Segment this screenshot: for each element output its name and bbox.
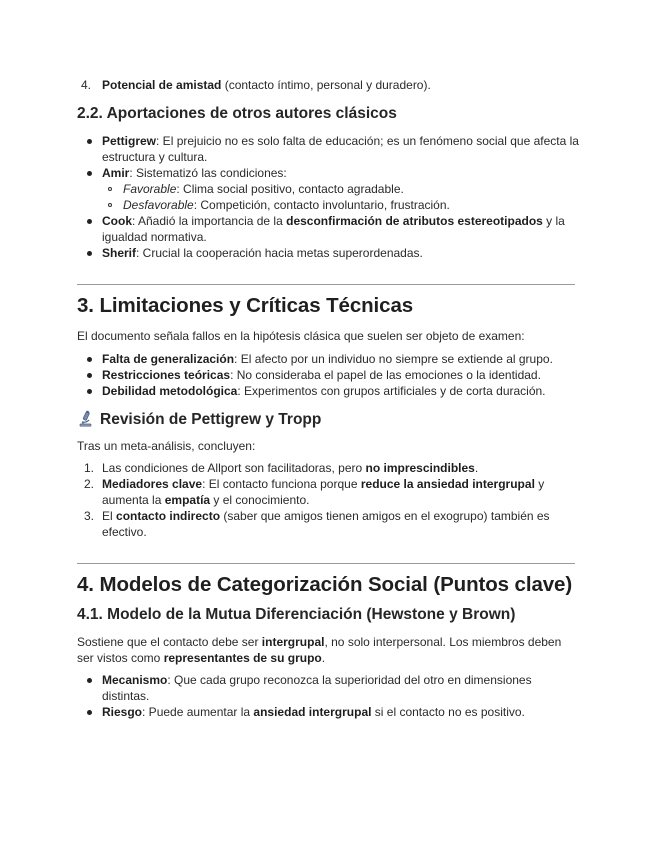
subsection-heading: Revisión de Pettigrew y Tropp bbox=[100, 411, 322, 428]
list-item: Riesgo: Puede aumentar la ansiedad intergrupal si el contacto no es positivo. bbox=[102, 705, 525, 719]
section-heading-3: 3. Limitaciones y Críticas Técnicas bbox=[77, 294, 414, 317]
subsection-intro: Tras un meta-análisis, concluyen: bbox=[77, 439, 256, 453]
list-number: 2. bbox=[84, 477, 95, 491]
list-item: El contacto indirecto (saber que amigos tienen amigos en el exogrupo) también es efectivo. bbox=[102, 509, 550, 539]
list-item: Potencial de amistad (contacto íntimo, personal y duradero). bbox=[102, 78, 431, 92]
list-item: Amir: Sistematizó las condiciones: bbox=[102, 166, 287, 180]
section-heading-2-2: 2.2. Aportaciones de otros autores clásicos bbox=[77, 105, 397, 122]
list-item: Cook: Añadió la importancia de la desconfirmación de atributos estereotipados y la igualdad normativa. bbox=[102, 214, 565, 244]
subsection-heading-4-1: 4.1. Modelo de la Mutua Diferenciación (Hewstone y Brown) bbox=[77, 606, 516, 623]
section-intro: El documento señala fallos en la hipótesis clásica que suelen ser objeto de examen: bbox=[77, 329, 525, 343]
bullet bbox=[87, 678, 92, 683]
bullet bbox=[87, 373, 92, 378]
bullet bbox=[87, 389, 92, 394]
sub-list-item: Favorable: Clima social positivo, contacto agradable. bbox=[123, 182, 404, 196]
microscope-icon bbox=[77, 410, 95, 428]
section-divider bbox=[77, 563, 575, 564]
list-item: Pettigrew: El prejuicio no es solo falta de educación; es un fenómeno social que afecta la estructura y cultura. bbox=[102, 134, 579, 164]
list-item: Falta de generalización: El afecto por un individuo no siempre se extiende al grupo. bbox=[102, 352, 553, 366]
list-number: 1. bbox=[84, 461, 95, 475]
sub-bullet bbox=[108, 203, 112, 207]
bullet bbox=[87, 251, 92, 256]
section-heading-4: 4. Modelos de Categorización Social (Puntos clave) bbox=[77, 573, 573, 596]
list-number: 4. bbox=[81, 78, 92, 92]
list-item: Restricciones teóricas: No consideraba el papel de las emociones o la identidad. bbox=[102, 368, 541, 382]
list-item: Mediadores clave: El contacto funciona porque reduce la ansiedad intergrupal y aumenta la empatía y el conocimiento. bbox=[102, 477, 545, 507]
sub-bullet bbox=[108, 187, 112, 191]
sub-list-item: Desfavorable: Competición, contacto involuntario, frustración. bbox=[123, 198, 450, 212]
bullet bbox=[87, 139, 92, 144]
list-item: Debilidad metodológica: Experimentos con grupos artificiales y de corta duración. bbox=[102, 384, 546, 398]
list-item: Mecanismo: Que cada grupo reconozca la superioridad del otro en dimensiones distintas. bbox=[102, 673, 532, 703]
bullet bbox=[87, 710, 92, 715]
list-item: Las condiciones de Allport son facilitadoras, pero no imprescindibles. bbox=[102, 461, 479, 475]
list-item: Sherif: Crucial la cooperación hacia metas superordenadas. bbox=[102, 246, 423, 260]
list-number: 3. bbox=[84, 509, 95, 523]
bullet bbox=[87, 171, 92, 176]
paragraph: Sostiene que el contacto debe ser intergrupal, no solo interpersonal. Los miembros deben ser vistos como representantes de su grupo. bbox=[77, 635, 562, 665]
section-divider bbox=[77, 284, 575, 285]
bullet bbox=[87, 219, 92, 224]
bullet bbox=[87, 357, 92, 362]
